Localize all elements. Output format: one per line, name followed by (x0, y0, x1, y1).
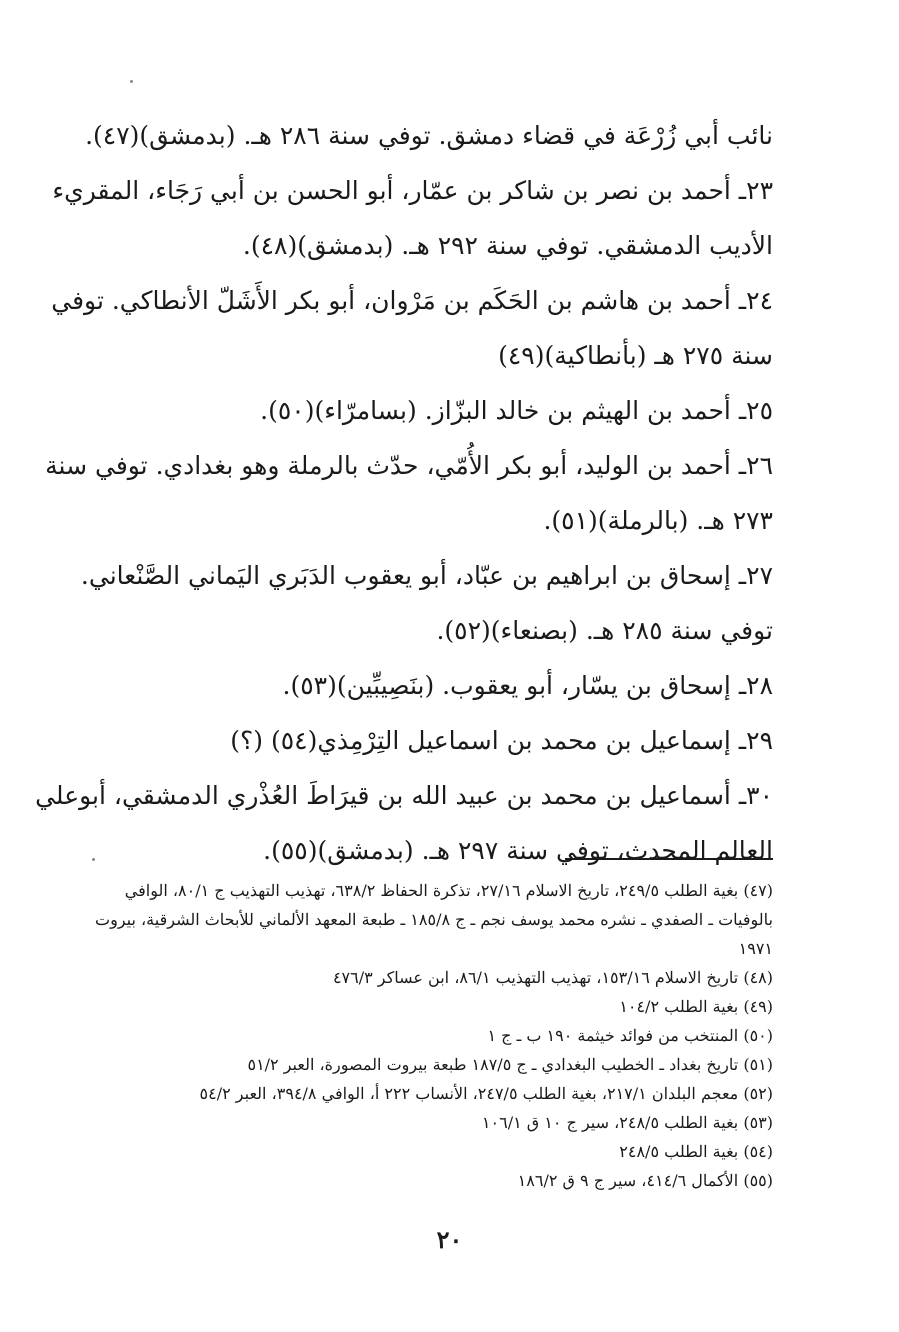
entry-28 (93, 658, 773, 713)
entry-line: ٢٧٣ هـ. (بالرملة)(٥١). (543, 506, 773, 535)
entry-line: ٢٧ـ إسحاق بن ابراهيم بن عبّاد، أبو يعقوب الدَبَري اليَماني الصَّنْعاني. (80, 561, 773, 590)
footnote-line: (٥٢) معجم البلدان ٢١٧/١، بغية الطلب ٢٤٧/٥، الأنساب ٢٢٢ أ، الوافي ٣٩٤/٨، العبر ٥٤/٢ (199, 1084, 773, 1103)
entry-line: توفي سنة ٢٨٥ هـ. (بصنعاء)(٥٢). (436, 616, 773, 645)
footnote-53 (93, 1108, 773, 1137)
footnote-52 (93, 1079, 773, 1108)
entry-line: ٢٩ـ إسماعيل بن محمد بن اسماعيل التِرْمِذي(٥٤) (؟) (230, 726, 773, 755)
entry-25 (93, 383, 773, 438)
page-number: ٢٠ (436, 1225, 463, 1254)
entry-line: سنة ٢٧٥ هـ (بأنطاكية)(٤٩) (498, 341, 773, 370)
entry-30 (35, 768, 773, 878)
footnote-49 (93, 992, 773, 1021)
entry-29 (93, 713, 773, 768)
entry-line: ٢٥ـ أحمد بن الهيثم بن خالد البزّاز. (بسامرّاء)(٥٠). (260, 396, 773, 425)
footnote-54 (93, 1137, 773, 1166)
footnote-line: بالوفيات ـ الصفدي ـ نشره محمد يوسف نجم ـ ج ١٨٥/٨ ـ طبعة المعهد الألماني للأبحاث الشرقية، بيروت (95, 910, 773, 929)
footnote-line: (٥٠) المنتخب من فوائد خيثمة ١٩٠ ب ـ ج ١ (487, 1026, 773, 1045)
entry-23 (52, 163, 773, 273)
entry-line: ٢٦ـ أحمد بن الوليد، أبو بكر الأُمّي، حدّث بالرملة وهو بغدادي. توفي سنة (45, 451, 773, 480)
entry-line: ٢٤ـ أحمد بن هاشم بن الحَكَم بن مَرْوان، أبو بكر الأَشَلّ الأنطاكي. توفي (51, 286, 773, 315)
footnote-line: (٥٣) بغية الطلب ٢٤٨/٥، سير ج ١٠ ق ١٠٦/١ (481, 1113, 773, 1132)
footnote-line: (٥٤) بغية الطلب ٢٤٨/٥ (619, 1142, 773, 1161)
footnote-line: (٥١) تاريخ بغداد ـ الخطيب البغدادي ـ ج ١٨٧/٥ طبعة بيروت المصورة، العبر ٥١/٢ (247, 1055, 773, 1074)
footnote-51 (93, 1050, 773, 1079)
entry-24 (51, 273, 773, 383)
entry-line: ٣٠ـ أسماعيل بن محمد بن عبيد الله بن قيرَاطَ العُذْري الدمشقي، أبوعلي (35, 781, 773, 810)
footnote-line: (٤٨) تاريخ الاسلام ١٥٣/١٦، تهذيب التهذيب ٨٦/١، ابن عساكر ٤٧٦/٣ (332, 968, 773, 987)
entry-27 (80, 548, 773, 658)
footnotes (93, 876, 773, 1195)
entry-line: ٢٨ـ إسحاق بن يسّار، أبو يعقوب. (بنَصِيبِّين)(٥٣). (282, 671, 773, 700)
entry-line: نائب أبي زُرْعَة في قضاء دمشق. توفي سنة ٢٨٦ هـ. (بدمشق)(٤٧). (85, 121, 773, 150)
footnote-50 (93, 1021, 773, 1050)
footnote-line: (٤٧) بغية الطلب ٢٤٩/٥، تاريخ الاسلام ٢٧/١٦، تذكرة الحفاظ ٦٣٨/٢، تهذيب التهذيب ج ٨٠/١، الوافي (124, 881, 773, 900)
footnote-line: (٥٥) الأكمال ٤١٤/٦، سير ج ٩ ق ١٨٦/٢ (517, 1171, 773, 1190)
entry-line: العالم المحدث، توفي سنة ٢٩٧ هـ. (بدمشق)(٥٥). (263, 836, 773, 865)
footnote-separator (565, 858, 773, 860)
footnote-line: (٤٩) بغية الطلب ١٠٤/٢ (619, 997, 773, 1016)
entry-line: ٢٣ـ أحمد بن نصر بن شاكر بن عمّار، أبو الحسن بن أبي رَجَاء، المقريء (52, 176, 773, 205)
footnote-47 (93, 876, 773, 963)
scan-speck (92, 858, 95, 861)
footnote-line: ١٩٧١ (738, 939, 773, 958)
entry-line: الأديب الدمشقي. توفي سنة ٢٩٢ هـ. (بدمشق)(٤٨). (242, 231, 773, 260)
biography-entries (35, 108, 773, 878)
footnote-55 (93, 1166, 773, 1195)
entry-continuation (85, 108, 773, 163)
scan-speck (130, 80, 133, 83)
footnote-48 (93, 963, 773, 992)
entry-26 (45, 438, 773, 548)
